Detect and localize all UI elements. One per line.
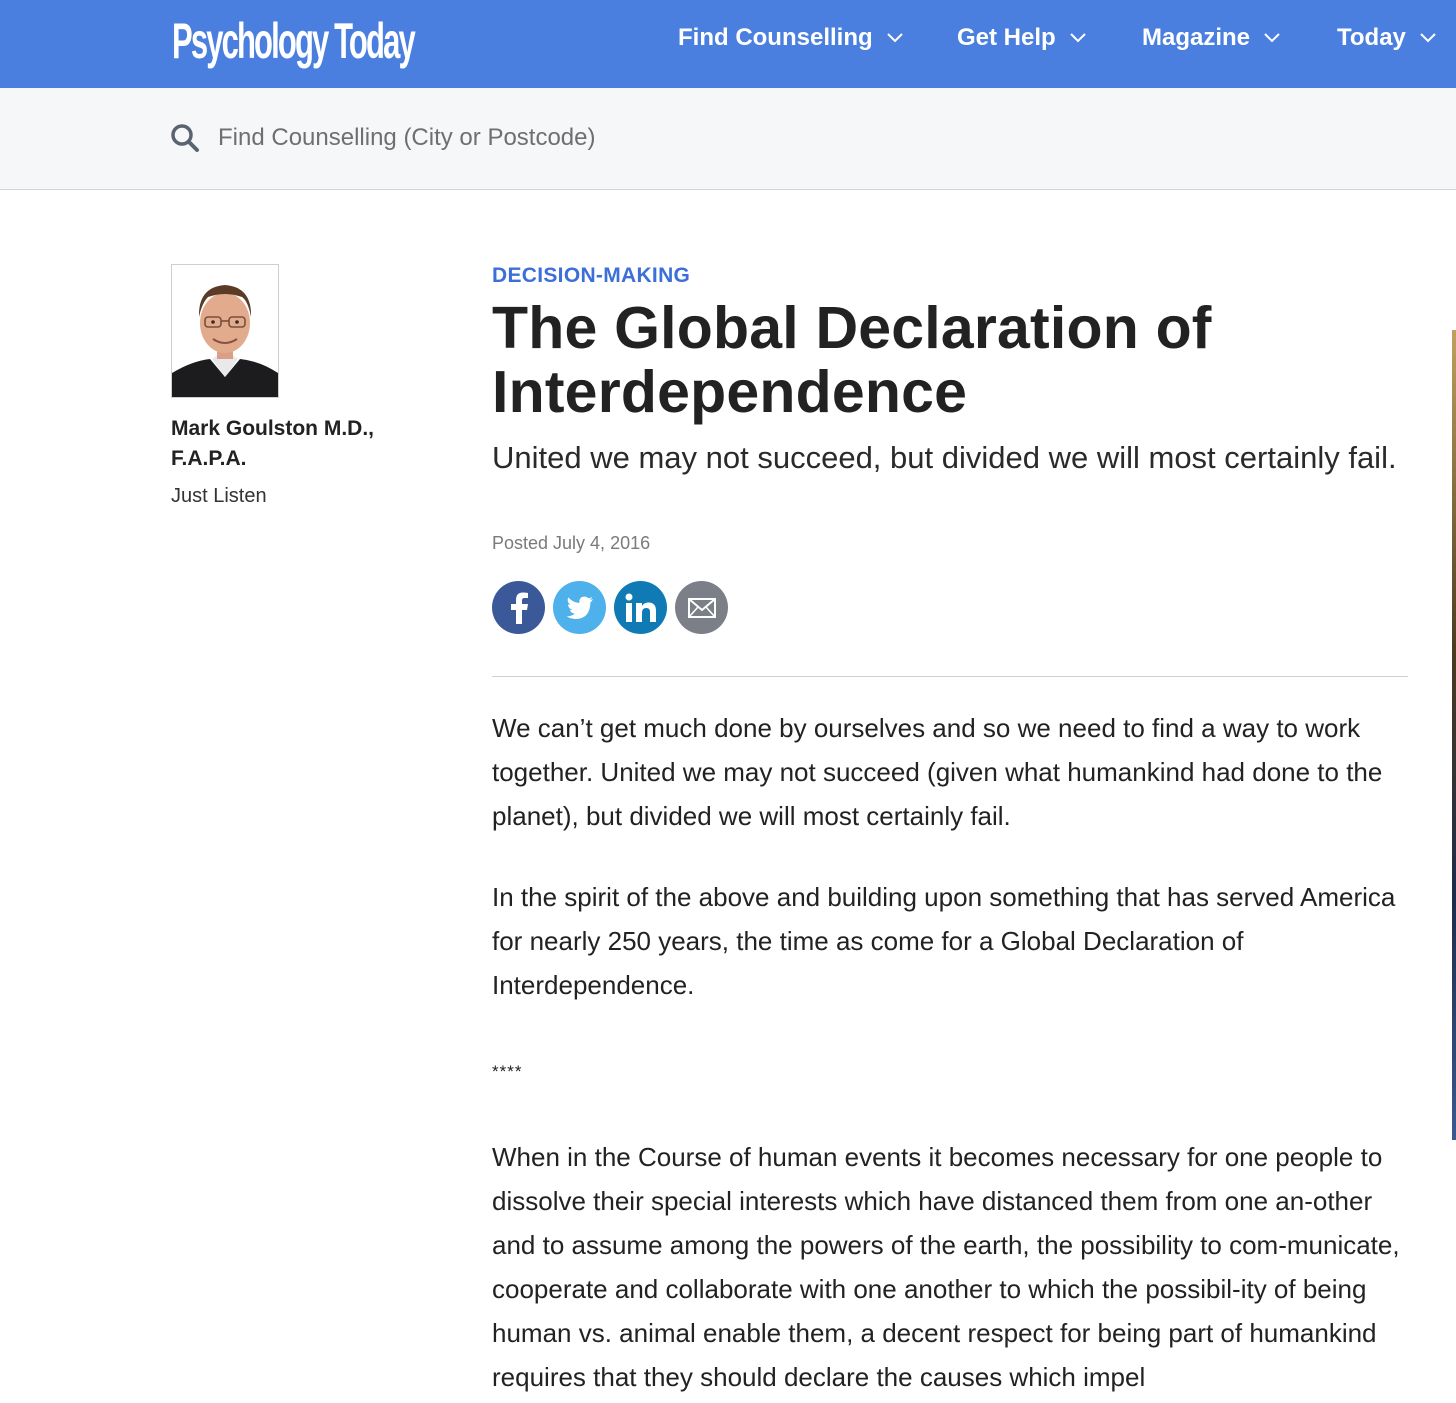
email-icon: [688, 598, 716, 618]
nav-label: Find Counselling: [678, 24, 873, 51]
nav-get-help[interactable]: [957, 20, 1086, 56]
chevron-down-icon: [1070, 33, 1086, 43]
twitter-icon: [566, 596, 594, 620]
article-title: The Global Declaration of Interdependence: [492, 295, 1212, 425]
author-blog-name[interactable]: Just Listen: [171, 485, 267, 507]
share-buttons: [492, 581, 728, 635]
nav-today[interactable]: [1337, 20, 1436, 56]
nav-magazine[interactable]: [1142, 20, 1280, 56]
chevron-down-icon: [887, 33, 903, 43]
facebook-share-button[interactable]: [492, 581, 545, 634]
article-subtitle: United we may not succeed, but divided we will most certainly fail.: [492, 440, 1397, 475]
article-paragraph: We can’t get much done by ourselves and so we need to find a way to work together. United we may not succeed (given what humankind had done to the planet), but divided we will most certainly fail.: [492, 713, 1383, 831]
section-separator: ****: [492, 1062, 523, 1081]
article-category[interactable]: DECISION-MAKING: [492, 264, 691, 287]
linkedin-share-button[interactable]: [614, 581, 667, 634]
linkedin-icon: [625, 593, 657, 623]
article-paragraph: When in the Course of human events it becomes necessary for one people to dissolve their special interests which have distanced them from one an-other and to assume among the powers of the earth, the possibility to com-municate, cooperate and collaborate with one another to which the possibil-ity of being human vs. animal enable them, a decent respect for being part of humankind requires that they should declare the causes which impel: [492, 1142, 1400, 1392]
nav-find-counselling[interactable]: [678, 20, 903, 56]
search-bar: [0, 88, 1456, 190]
facebook-icon: [508, 592, 530, 624]
author-avatar[interactable]: [171, 264, 279, 398]
nav-label: Get Help: [957, 24, 1056, 51]
chevron-down-icon: [1420, 33, 1436, 43]
nav-label: Today: [1337, 24, 1406, 51]
search-icon[interactable]: [170, 123, 200, 153]
twitter-share-button[interactable]: [553, 581, 606, 634]
email-share-button[interactable]: [675, 581, 728, 634]
post-date: Posted July 4, 2016: [492, 533, 651, 553]
right-edge-ad-sliver: [1452, 330, 1456, 1140]
site-logo[interactable]: Psychology Today: [172, 13, 414, 69]
chevron-down-icon: [1264, 33, 1280, 43]
search-input[interactable]: [218, 118, 918, 158]
article-paragraph: In the spirit of the above and building upon something that has served America for nearly 250 years, the time as come for a Global Declaration of Interdependence.: [492, 882, 1396, 1000]
header-divider: [492, 676, 1408, 677]
nav-label: Magazine: [1142, 24, 1251, 51]
top-nav-bar: [0, 0, 1456, 88]
author-name[interactable]: Mark Goulston M.D., F.A.P.A.: [171, 417, 375, 470]
author-photo-image: [172, 265, 278, 397]
